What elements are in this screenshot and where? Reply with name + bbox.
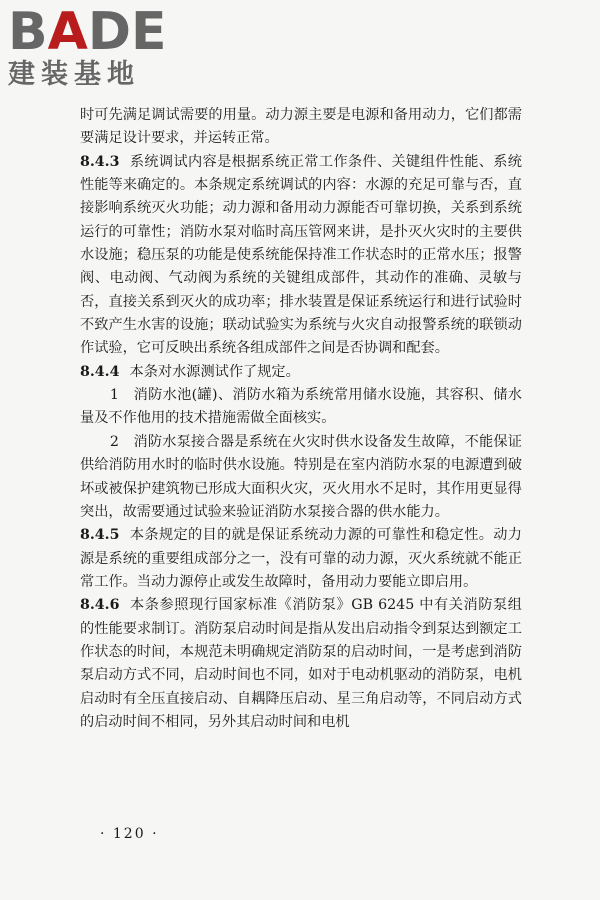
logo-subtitle: 建装基地 [8,59,140,90]
section-number: 8.4.6 [80,597,120,614]
section-number: 8.4.4 [80,363,120,380]
section-8-4-6 [80,594,522,734]
section-text: 本条对水源测试作了规定。 [129,363,300,380]
section-8-4-4 [80,361,522,384]
page-number: · 120 · [100,826,159,842]
document-body [80,104,522,734]
logo-accent-letter: A [47,2,88,62]
section-8-4-3 [80,151,522,361]
section-text: 本条参照现行国家标准《消防泵》GB 6245 中有关消防泵组的性能要求制订。消防泵启动时间是指从发出启动指令到泵达到额定工作状态的时间，本规范未明确规定消防泵的启动时间，一是考虑到消防泵启动方式不同，启动时间也不同，如对于电动机驱动的消防泵，电机启动时有全压直接启动、自耦降压启动、星三角启动等，不同启动方式的启动时间不相同，另外其启动时间和电机 [80,597,522,730]
section-text: 本条规定的目的就是保证系统动力源的可靠性和稳定性。动力源是系统的重要组成部分之一，没有可靠的动力源，灭火系统就不能正常工作。当动力源停止或发生故障时，备用动力要能立即启用。 [80,527,522,590]
section-text: 系统调试内容是根据系统正常工作条件、关键组件性能、系统性能等来确定的。本条规定系统调试的内容：水源的充足可靠与否，直接影响系统灭火功能；动力源和备用动力源能否可靠切换，关系到系统运行的可靠性；消防水泵对临时高压管网来讲，是扑灭火灾时的主要供水设施；稳压泵的功能是使系统能保持准工作状态时的正常水压；报警阀、电动阀、气动阀为系统的关键组成部件，其动作的准确、灵敏与否，直接关系到灭火的成功率；排水装置是保证系统运行和进行试验时不致产生水害的设施；联动试验实为系统与火灾自动报警系统的联锁动作试验，它可反映出系统各组成部件之间是否协调和配套。 [80,153,522,357]
list-item-2: 2 消防水泵接合器是系统在火灾时供水设备发生故障，不能保证供给消防用水时的临时供水设施。特别是在室内消防水泵的电源遭到破坏或被保护建筑物已形成大面积火灾，灭火用水不足时，其作用更显得突出，故需要通过试验来验证消防水泵接合器的供水能力。 [80,433,522,520]
logo-wordmark: BADE [8,2,167,62]
paragraph-continuation: 时可先满足调试需要的用量。动力源主要是电源和备用动力，它们都需要满足设计要求，并运转正常。 [80,107,522,147]
section-number: 8.4.5 [80,527,120,544]
list-item-1: 1 消防水池(罐)、消防水箱为系统常用储水设施，其容积、储水量及不作他用的技术措施需做全面核实。 [80,387,522,427]
section-8-4-5 [80,524,522,594]
section-number: 8.4.3 [80,153,120,170]
bade-logo [8,2,188,92]
